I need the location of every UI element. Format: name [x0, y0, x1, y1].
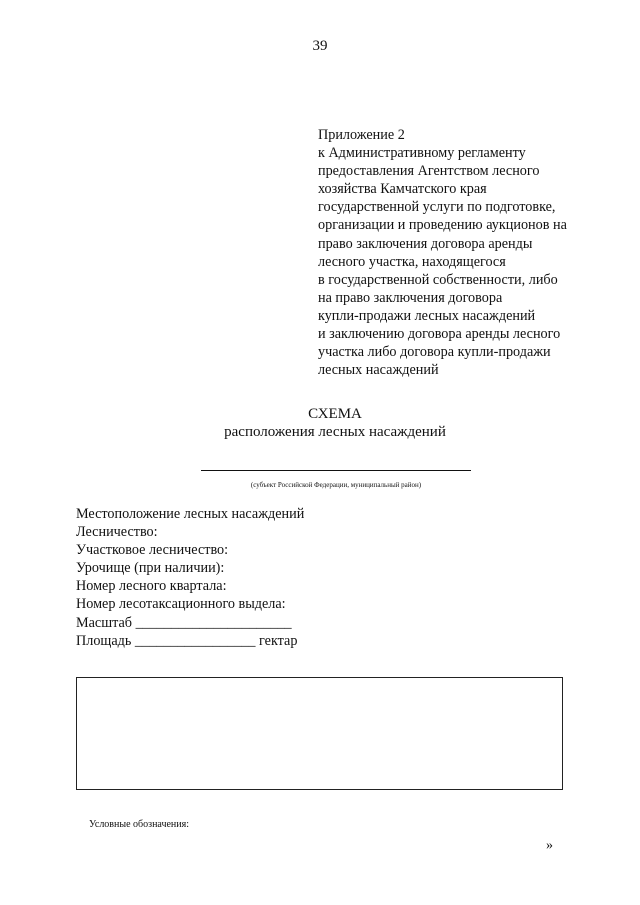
- appendix-line: лесных насаждений: [318, 362, 439, 379]
- location-fields: [76, 505, 576, 650]
- appendix-line: Приложение 2: [318, 127, 405, 143]
- field-location: Местоположение лесных насаждений: [76, 506, 305, 522]
- closing-quote: »: [546, 838, 553, 853]
- appendix-line: в государственной собственности, либо: [318, 271, 558, 288]
- scheme-map-box: [76, 677, 563, 790]
- schema-title: СХЕМА: [308, 406, 362, 422]
- appendix-line: лесного участка, находящегося: [318, 253, 506, 270]
- subject-caption: (субъект Российской Федерации, муниципальный район): [250, 481, 422, 489]
- field-quarter-number: Номер лесного квартала:: [76, 578, 227, 595]
- appendix-line: государственной услуги по подготовке,: [318, 199, 556, 216]
- page-number: 39: [312, 38, 328, 54]
- field-forestry: Лесничество:: [76, 524, 158, 541]
- appendix-line: право заключения договора аренды: [318, 235, 533, 252]
- appendix-line: к Административному регламенту: [318, 145, 526, 162]
- field-tract: Урочище (при наличии):: [76, 560, 225, 577]
- appendix-line: хозяйства Камчатского края: [318, 181, 487, 198]
- appendix-line: на право заключения договора: [318, 289, 503, 306]
- appendix-line: купли-продажи лесных насаждений: [318, 307, 536, 324]
- appendix-line: организации и проведению аукционов на: [318, 217, 567, 234]
- schema-subtitle: расположения лесных насаждений: [224, 424, 446, 440]
- legend-label: Условные обозначения:: [89, 819, 190, 830]
- field-area: Площадь _________________ гектар: [76, 632, 298, 649]
- field-allotment-number: Номер лесотаксационного выдела:: [76, 596, 286, 613]
- appendix-line: и заключению договора аренды лесного: [318, 326, 561, 343]
- appendix-line: предоставления Агентством лесного: [318, 163, 540, 180]
- appendix-line: участка либо договора купли-продажи: [318, 344, 551, 361]
- appendix-header: [318, 126, 618, 379]
- field-district-forestry: Участковое лесничество:: [76, 542, 229, 559]
- field-scale: Масштаб ______________________: [76, 614, 292, 631]
- subject-fill-line: [201, 470, 471, 471]
